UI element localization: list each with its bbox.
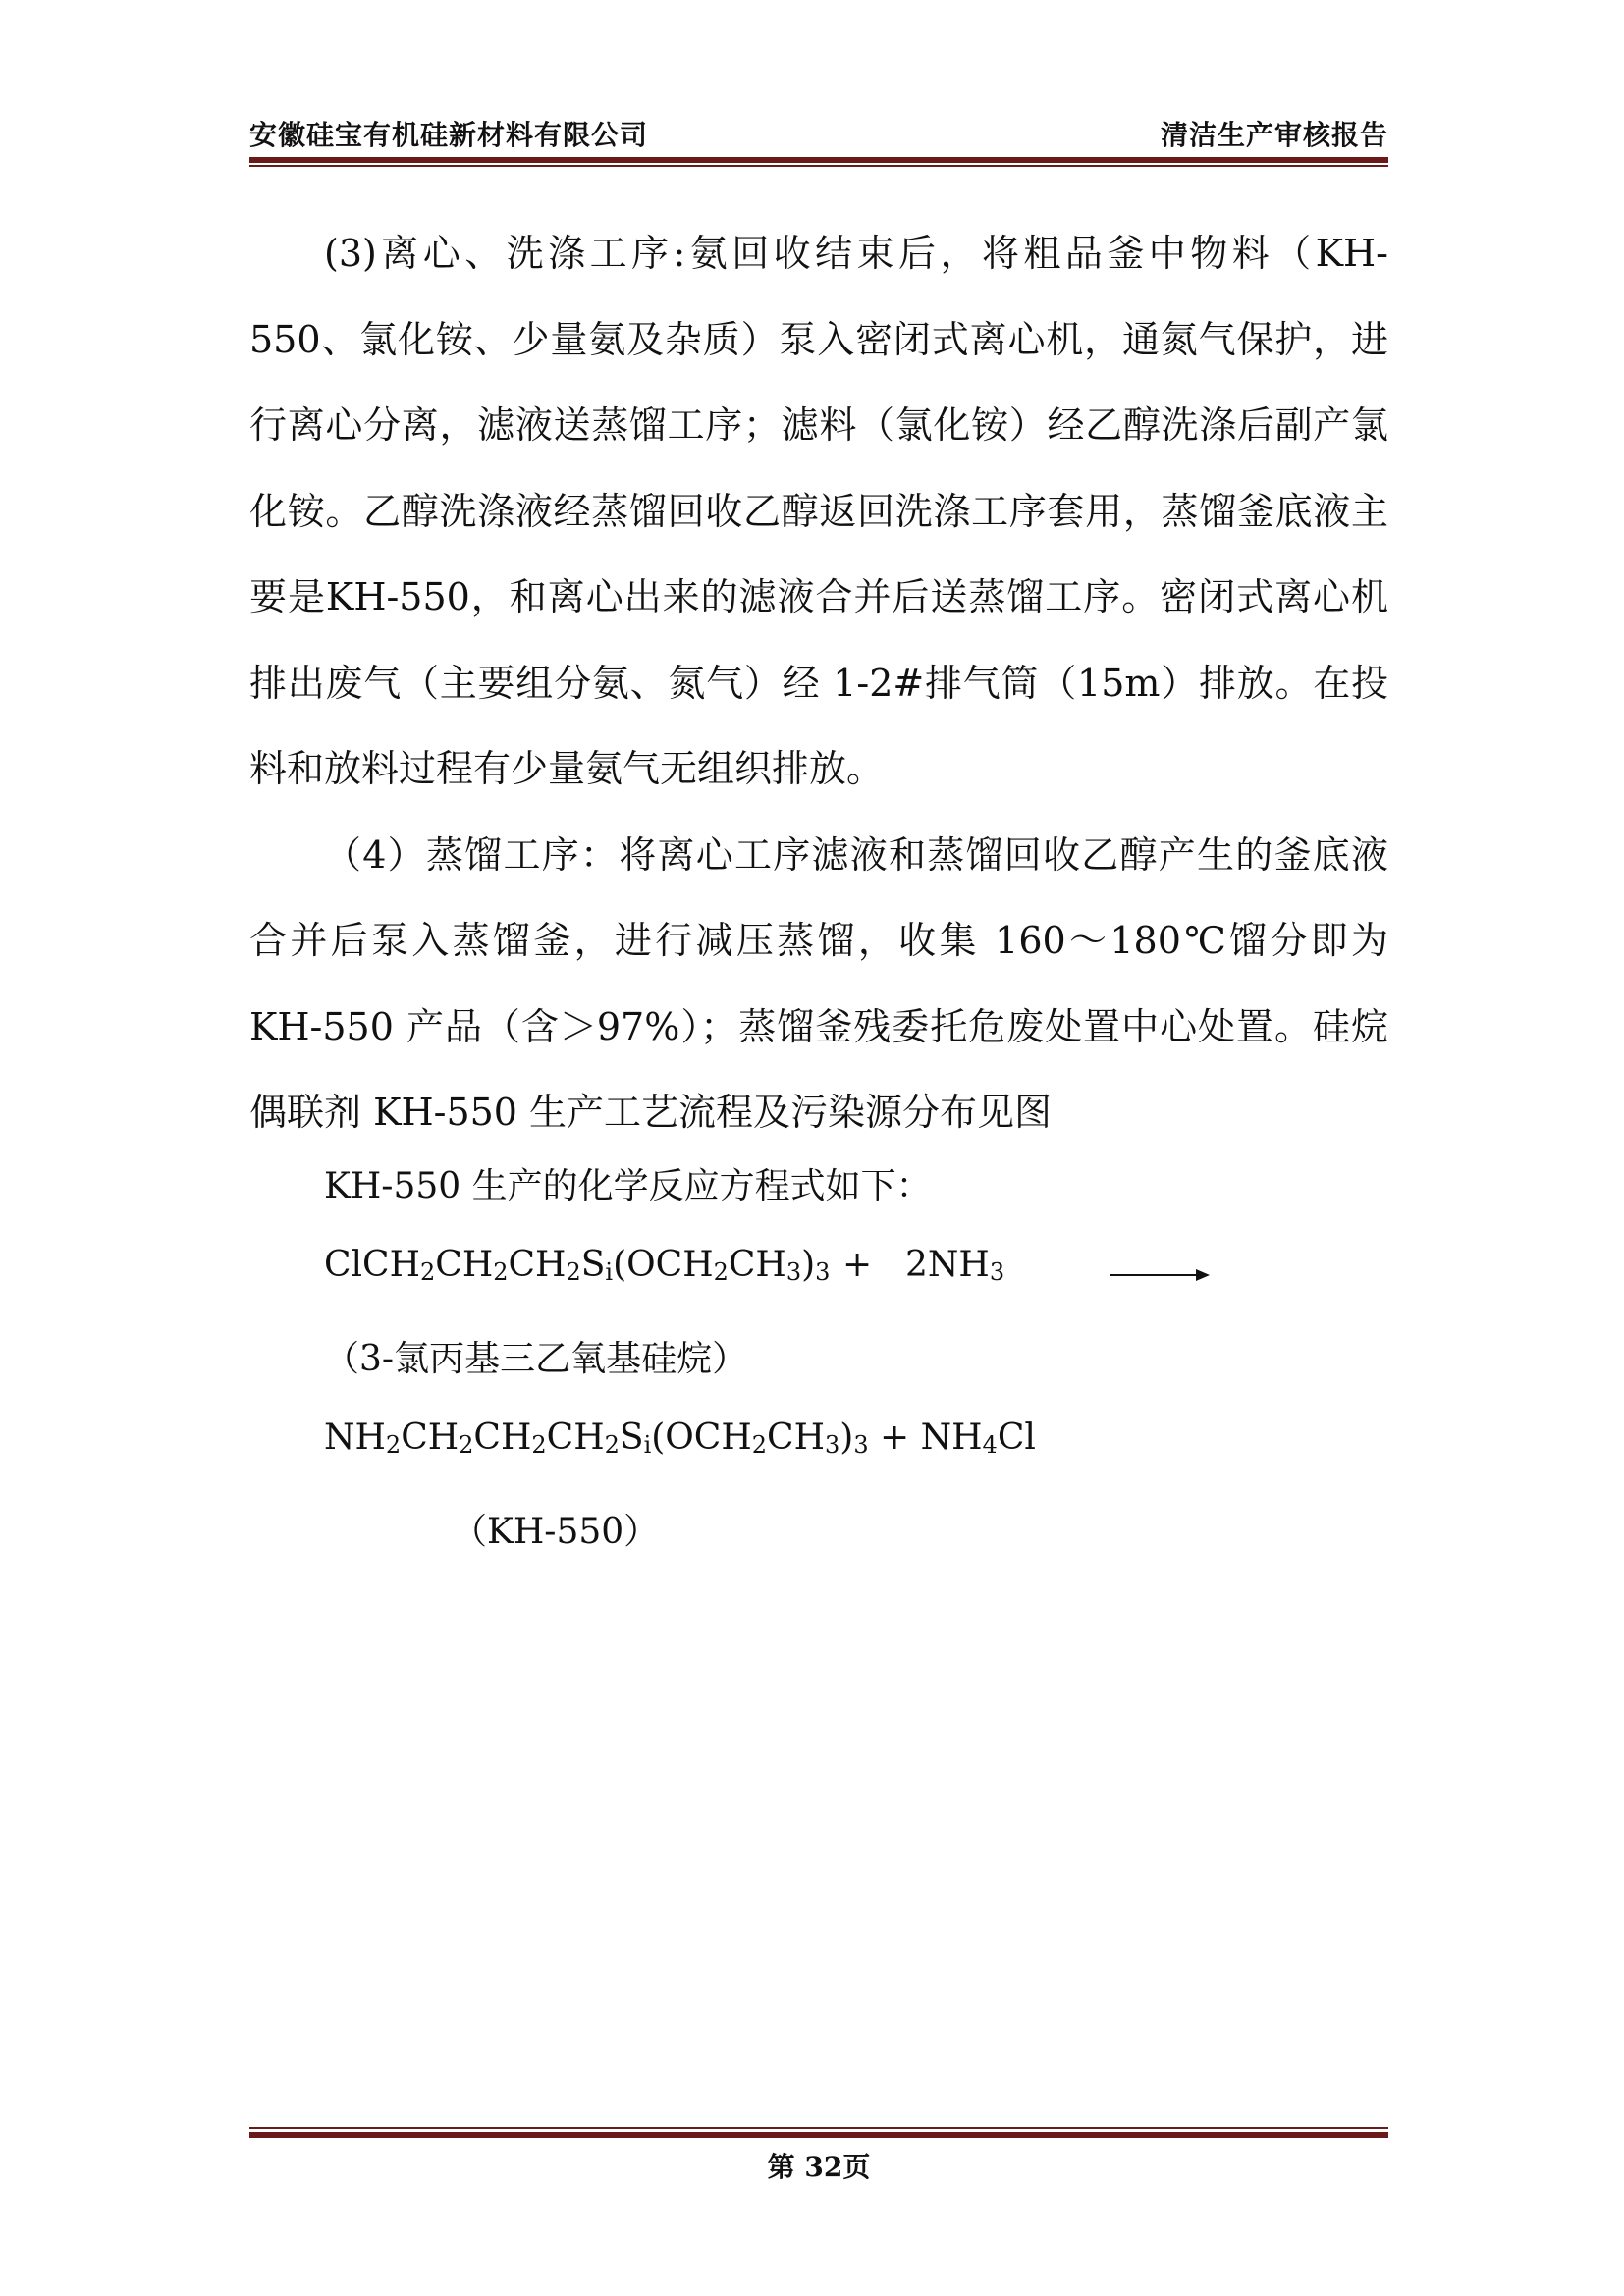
page-header [249,108,1388,155]
header-rule-thick [249,157,1388,163]
paragraph-centrifuge: (3)离心、洗涤工序:氨回收结束后，将粗品釜中物料（KH-550、氯化铵、少量氨及杂质）泵入密闭式离心机，通氮气保护，进行离心分离，滤液送蒸馏工序；滤料（氯化铵）经乙醇洗涤后副产氯化铵。乙醇洗涤液经蒸馏回收乙醇返回洗涤工序套用，蒸馏釜底液主要是KH-550，和离心出来的滤液合并后送蒸馏工序。密闭式离心机排出废气（主要组分氨、氮气）经 1-2#排气筒（15m）排放。在投料和放料过程有少量氨气无组织排放。 [249,232,1388,790]
report-title: 清洁生产审核报告 [1160,119,1388,151]
equation-reactant-note: （3-氯丙基三乙氧基硅烷） [324,1339,748,1379]
equation-plus: + [842,1245,873,1285]
page-number: 第 32页 [767,2151,871,2183]
company-name: 安徽硅宝有机硅新材料有限公司 [249,119,649,151]
paragraph-distillation: （4）蒸馏工序：将离心工序滤液和蒸馏回收乙醇产生的釜底液合并后泵入蒸馏釜，进行减压蒸馏，收集 160～180℃馏分即为 KH-550 产品（含＞97%）；蒸馏釜残委托危废处置中心处置。硅烷偶联剂 KH-550 生产工艺流程及污染源分布见图 [249,832,1388,1134]
body-text [249,211,1388,1156]
equation-reactant-1: $ClCH_2CH_2CH_2S_i(OCH_2CH_3)_3$ [324,1245,831,1286]
equation-products: $NH_2CH_2CH_2CH_2S_i(OCH_2CH_3)_3 + NH_4Cl$ [324,1417,1036,1459]
reaction-arrow-icon [1110,1274,1208,1276]
equation-product-note: （KH-550） [452,1512,660,1552]
footer-rule-thick [249,2132,1388,2138]
equation-reactant-2: $2NH_3$ [905,1245,1005,1286]
equation-intro: KH-550 生产的化学反应方程式如下： [324,1166,932,1206]
header-rule-thin [249,165,1388,167]
footer-rule-thin [249,2127,1388,2129]
